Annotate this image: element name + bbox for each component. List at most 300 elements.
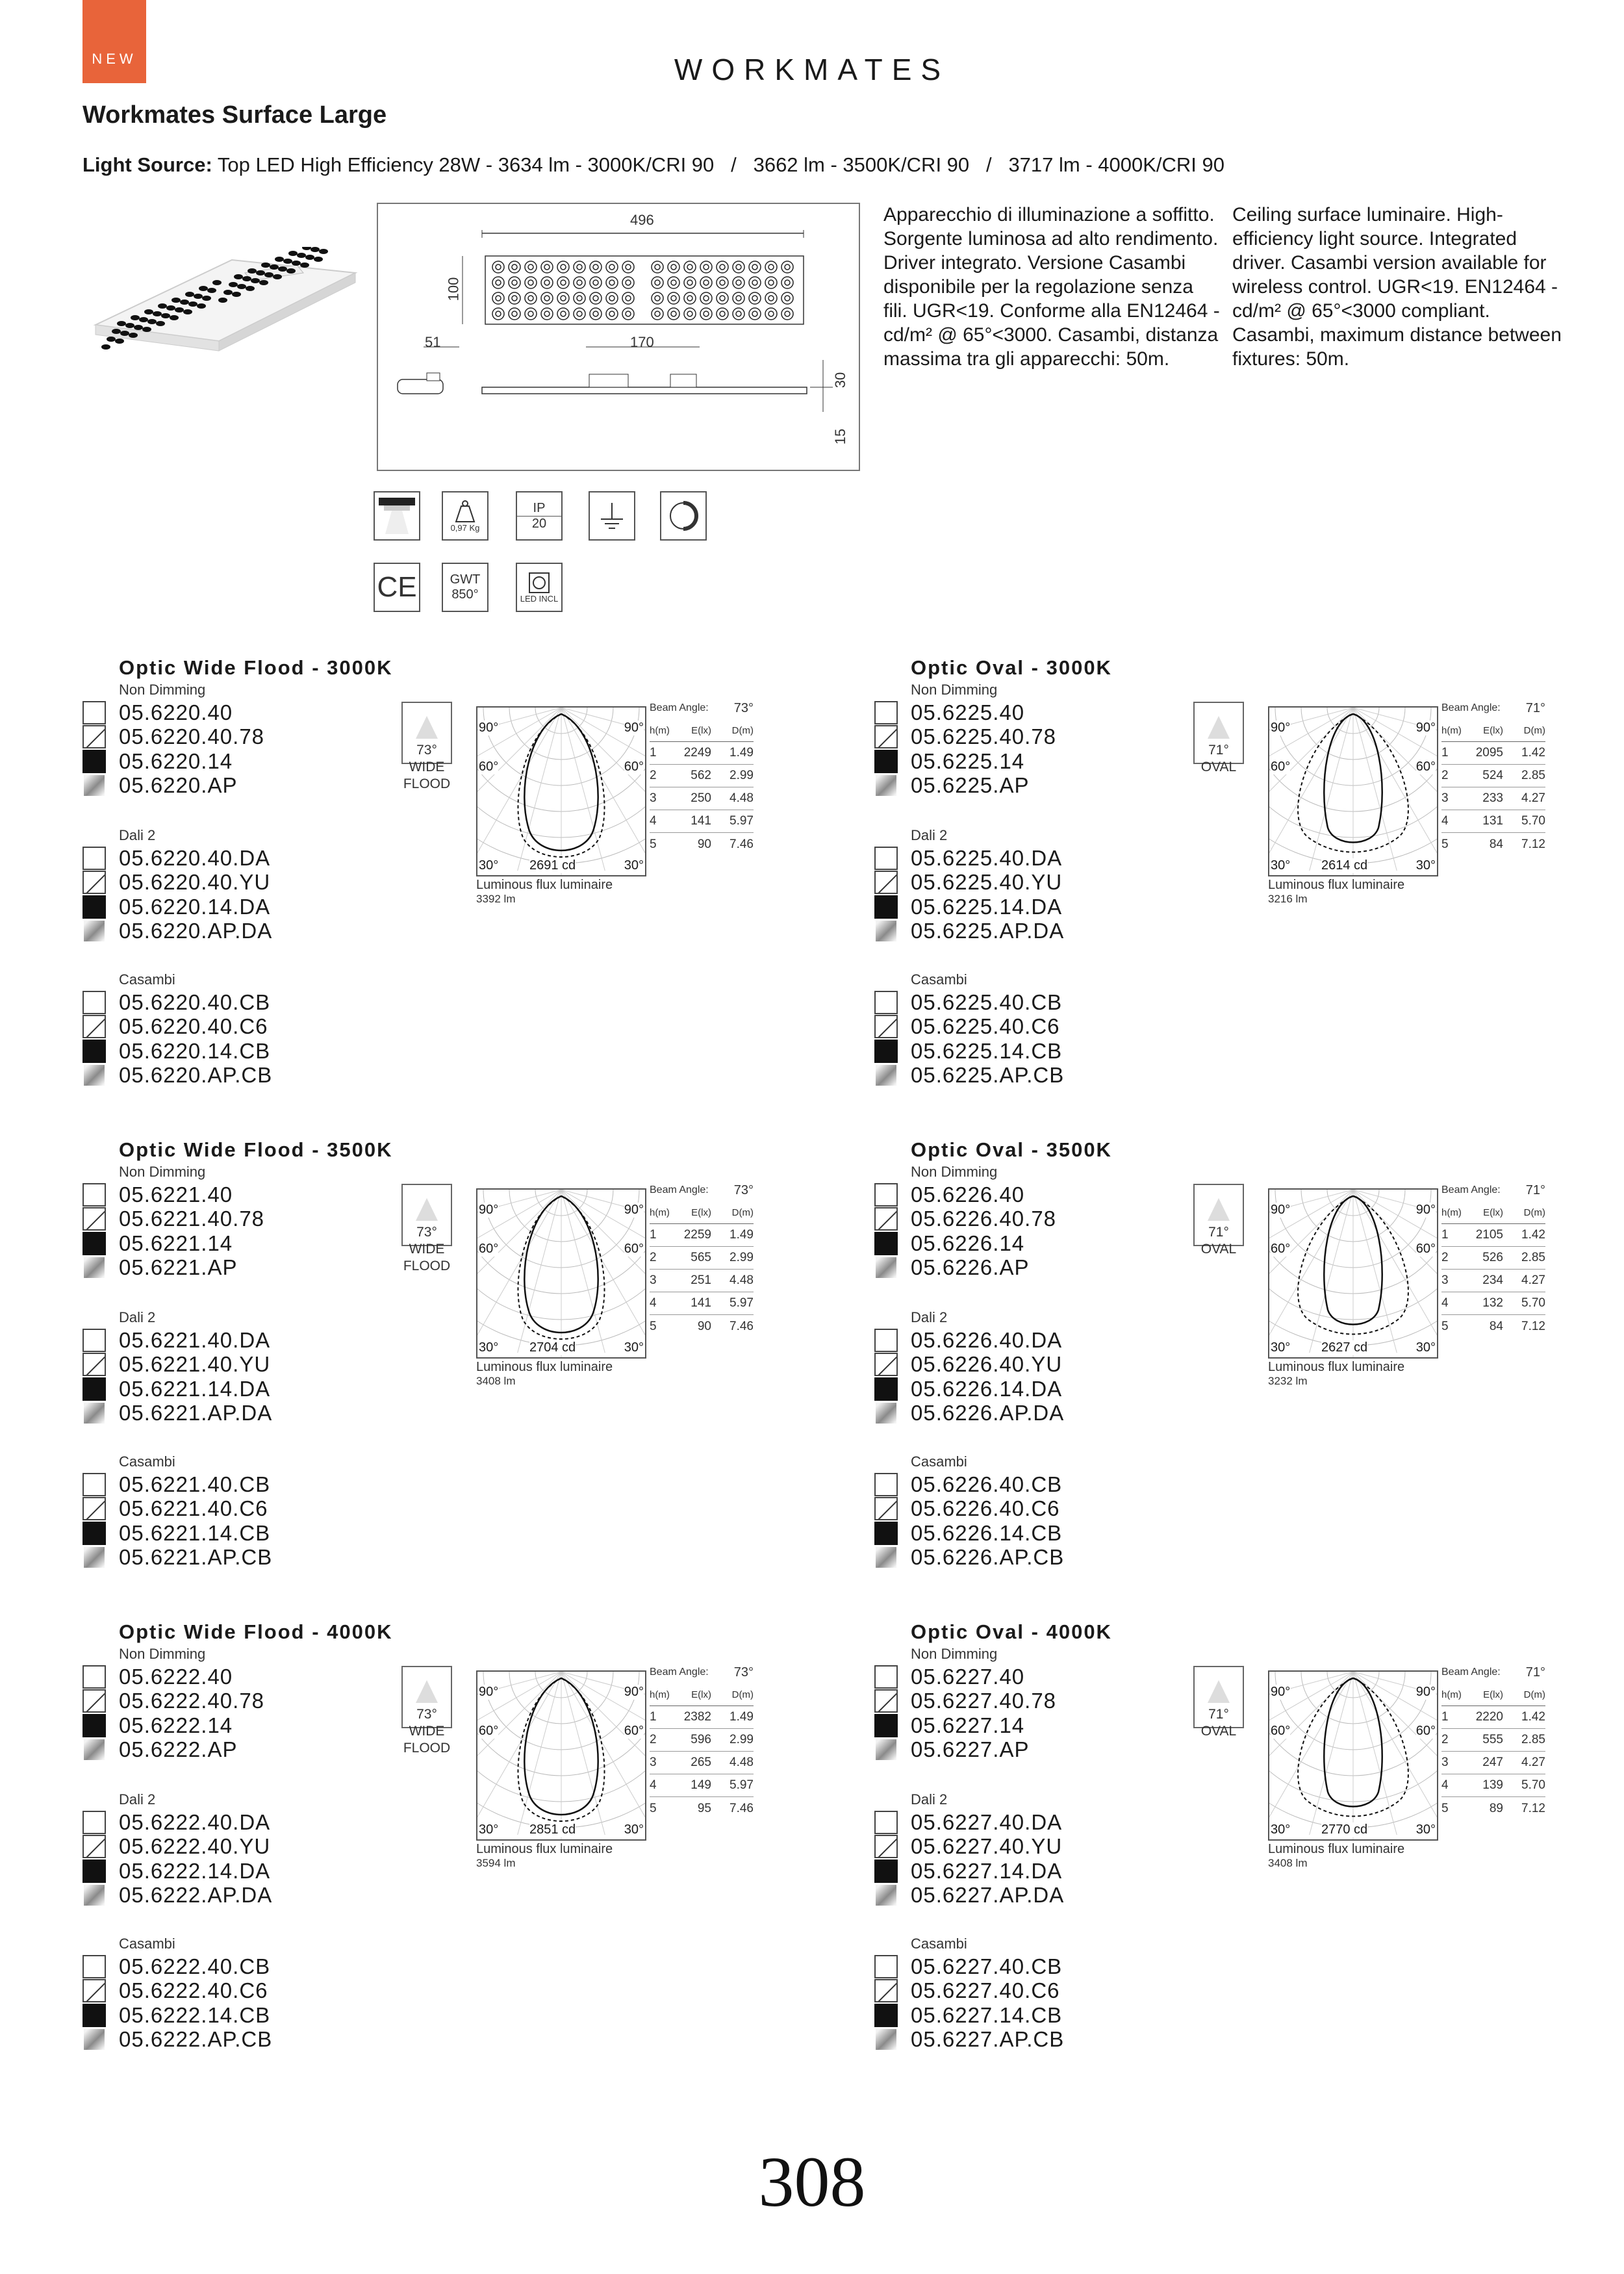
description-italian: Apparecchio di illuminazione a soffitto. Sorgente luminosa ad alto rendimento. Driver integrato. Versione Casambi disponibile per la regolazione senza fili. UGR<19. Conforme alla EN12464 - cd/m² @ 65°<3000. Casambi, distanza massima tra gli apparecchi: 50m. [883, 204, 1220, 370]
product-code: 05.6220.AP [119, 773, 238, 798]
product-code-row [82, 1859, 272, 1884]
finish-swatch-black [874, 750, 898, 773]
product-code: 05.6221.40.YU [119, 1352, 271, 1377]
table-row: 5 95 7.46 [650, 1801, 754, 1815]
polar-angle-label: 30° [479, 858, 499, 873]
polar-angle-label: 30° [1271, 1340, 1291, 1355]
finish-swatch-black [82, 1232, 106, 1255]
finish-swatch-white-slash [874, 1689, 898, 1713]
product-code-row [82, 1182, 264, 1207]
product-code-row [874, 1884, 1064, 1908]
product-code: 05.6221.40.78 [119, 1207, 265, 1231]
beam-label: 73° WIDE FLOOD [403, 1225, 451, 1273]
group-label-casambi: Casambi [119, 1453, 175, 1470]
product-code-row [874, 1665, 1056, 1689]
code-list-casambi [82, 1472, 272, 1570]
table-row: 3 250 4.48 [650, 787, 754, 810]
table-row: 3 247 4.27 [1441, 1752, 1545, 1774]
group-label-non-dimming: Non Dimming [119, 682, 206, 698]
product-code-row [874, 1859, 1064, 1884]
section-title: Optic Oval - 3000K [911, 656, 1112, 679]
table-row: 2 596 2.99 [650, 1729, 754, 1752]
section-title: Optic Wide Flood - 3000K [119, 656, 393, 679]
finish-swatch-white-slash [874, 1497, 898, 1520]
finish-swatch-white-slash [874, 1207, 898, 1231]
code-list-dali [82, 846, 272, 943]
table-row: 3 234 4.27 [1441, 1270, 1545, 1292]
finish-swatch-aluminium [874, 1738, 898, 1761]
finish-swatch-aluminium [82, 1256, 106, 1279]
polar-angle-label: 90° [624, 1203, 644, 1217]
table-row: 5 90 7.46 [650, 837, 754, 851]
product-code: 05.6220.AP.CB [119, 1063, 273, 1088]
finish-swatch-white-slash [82, 1689, 106, 1713]
finish-swatch-aluminium [82, 1546, 106, 1569]
code-list-casambi [874, 990, 1064, 1088]
class-icon [660, 491, 707, 541]
product-code-row [82, 919, 272, 944]
product-code: 05.6225.40 [911, 700, 1025, 724]
polar-angle-label: 60° [1271, 760, 1291, 774]
product-code-row [82, 2003, 272, 2028]
peak-candela: 2691 cd [529, 858, 576, 873]
table-row: 1 2259 1.49 [650, 1224, 754, 1247]
finish-swatch-aluminium [82, 774, 106, 797]
product-code-row [874, 2028, 1064, 2052]
group-label-dali: Dali 2 [119, 1791, 156, 1808]
table-row: 1 2382 1.49 [650, 1706, 754, 1729]
product-code: 05.6226.AP.CB [911, 1545, 1065, 1570]
beam-label: 73° WIDE FLOOD [403, 1707, 451, 1756]
group-label-dali: Dali 2 [119, 827, 156, 843]
product-code: 05.6227.14.DA [911, 1858, 1063, 1883]
dimension-drawing [378, 204, 859, 470]
group-label-non-dimming: Non Dimming [911, 1646, 998, 1662]
product-code: 05.6221.40.CB [119, 1472, 271, 1496]
peak-candela: 2770 cd [1321, 1822, 1368, 1837]
light-source-label: Light Source: [82, 153, 212, 176]
finish-swatch-white-slash [874, 1979, 898, 2002]
finish-swatch-white-slash [874, 725, 898, 748]
product-code-row [82, 1472, 272, 1497]
polar-angle-label: 30° [624, 1822, 644, 1837]
product-code: 05.6226.40 [911, 1182, 1025, 1207]
illuminance-table: Beam Angle: 73° h(m) E(lx) D(m) 1 2249 1.49 2 562 2.99 3 250 4.48 4 141 5.97 5 90 7.46 [650, 696, 754, 856]
polar-angle-label: 90° [1415, 1203, 1436, 1217]
product-code-row [82, 1256, 264, 1281]
table-row: 5 84 7.12 [1441, 837, 1545, 851]
product-code-row [82, 1665, 264, 1689]
product-code: 05.6225.AP.DA [911, 919, 1065, 943]
product-code: 05.6225.14.DA [911, 894, 1063, 919]
polar-angle-label: 60° [624, 1242, 644, 1256]
code-list-dali [874, 1328, 1064, 1425]
code-list-dali [82, 1810, 272, 1908]
flux-caption: Luminous flux luminaire 3408 lm [1268, 1842, 1405, 1869]
table-row: 5 90 7.46 [650, 1319, 754, 1333]
polar-angle-label: 30° [1271, 1822, 1291, 1837]
product-code: 05.6222.14.DA [119, 1858, 271, 1883]
finish-swatch-black [82, 1377, 106, 1401]
finish-swatch-white-slash [874, 1015, 898, 1038]
table-row: 2 524 2.85 [1441, 765, 1545, 787]
table-row: 4 131 5.70 [1441, 810, 1545, 833]
finish-swatch-aluminium [82, 1064, 106, 1087]
weight-icon: 0,97 Kg [442, 491, 488, 541]
flux-caption: Luminous flux luminaire 3392 lm [476, 878, 613, 905]
product-code: 05.6227.AP [911, 1737, 1030, 1762]
page-number: 308 [758, 2142, 866, 2221]
led-included-icon: LED INCL [516, 563, 563, 612]
product-code-row [874, 1521, 1064, 1546]
product-code-row [874, 1256, 1056, 1281]
product-code-row [874, 1954, 1064, 1979]
finish-swatch-white-slash [82, 1497, 106, 1520]
polar-angle-label: 90° [1271, 1685, 1291, 1699]
product-code: 05.6225.40.DA [911, 845, 1063, 870]
finish-swatch-aluminium [874, 919, 898, 943]
section-title: Optic Wide Flood - 3500K [119, 1138, 393, 1161]
product-code: 05.6221.14.CB [119, 1520, 271, 1545]
product-code-row [82, 1377, 272, 1401]
finish-swatch-aluminium [82, 1884, 106, 1907]
polar-angle-label: 60° [479, 760, 499, 774]
finish-swatch-white-slash [82, 871, 106, 894]
beam-label: 71° OVAL [1200, 1707, 1237, 1739]
finish-swatch-white [874, 991, 898, 1014]
code-list-non-dimming [874, 700, 1056, 798]
finish-swatch-white-slash [82, 1207, 106, 1231]
finish-swatch-black [874, 2004, 898, 2027]
table-row: 2 555 2.85 [1441, 1729, 1545, 1752]
group-label-dali: Dali 2 [119, 1309, 156, 1325]
polar-angle-label: 90° [1271, 721, 1291, 735]
product-code-row [82, 1810, 272, 1835]
illuminance-table: Beam Angle: 73° h(m) E(lx) D(m) 1 2382 1.49 2 596 2.99 3 265 4.48 4 149 5.97 5 95 7.46 [650, 1661, 754, 1820]
product-code: 05.6222.14.CB [119, 2002, 271, 2027]
finish-swatch-white [874, 1329, 898, 1352]
flux-caption: Luminous flux luminaire 3232 lm [1268, 1360, 1405, 1387]
product-code: 05.6220.14 [119, 748, 233, 773]
brand-title: WORKMATES [674, 53, 950, 86]
code-list-non-dimming [874, 1182, 1056, 1280]
product-code: 05.6220.AP.DA [119, 919, 273, 943]
dim-30: 30 [832, 372, 849, 389]
polar-angle-label: 60° [1271, 1724, 1291, 1738]
product-code-row [874, 1497, 1064, 1522]
flux-caption: Luminous flux luminaire 3408 lm [476, 1360, 613, 1387]
product-code: 05.6221.40.DA [119, 1327, 271, 1352]
product-code: 05.6227.40.C6 [911, 1978, 1060, 2003]
product-code: 05.6227.14 [911, 1713, 1025, 1737]
product-code-row [82, 1835, 272, 1859]
table-row: 1 2105 1.42 [1441, 1224, 1545, 1247]
product-code: 05.6226.AP.DA [911, 1401, 1065, 1425]
product-code: 05.6226.14 [911, 1231, 1025, 1255]
product-code-row [874, 1835, 1064, 1859]
beam-label: 73° WIDE FLOOD [403, 743, 451, 791]
group-label-non-dimming: Non Dimming [911, 682, 998, 698]
table-row: 1 2249 1.49 [650, 742, 754, 765]
polar-diagram [476, 1670, 646, 1841]
polar-angle-label: 90° [479, 1685, 499, 1699]
table-row: 4 149 5.97 [650, 1774, 754, 1797]
product-code-row [82, 749, 264, 774]
polar-angle-label: 60° [479, 1242, 499, 1256]
product-code-row [874, 1328, 1064, 1353]
polar-angle-label: 30° [1415, 858, 1436, 873]
polar-angle-label: 90° [479, 721, 499, 735]
product-code: 05.6227.AP.DA [911, 1883, 1065, 1908]
table-row: 5 84 7.12 [1441, 1319, 1545, 1333]
product-code: 05.6221.AP [119, 1255, 238, 1280]
polar-angle-label: 60° [1271, 1242, 1291, 1256]
finish-swatch-white [82, 1183, 106, 1207]
polar-angle-label: 60° [624, 1724, 644, 1738]
product-code: 05.6222.40 [119, 1664, 233, 1689]
product-code-row [874, 895, 1064, 919]
product-code: 05.6225.40.78 [911, 724, 1057, 749]
product-code-row [82, 895, 272, 919]
table-row: 3 251 4.48 [650, 1270, 754, 1292]
product-code: 05.6226.40.C6 [911, 1496, 1060, 1521]
product-code-row [874, 1810, 1064, 1835]
group-label-non-dimming: Non Dimming [119, 1646, 206, 1662]
dim-15: 15 [832, 428, 849, 445]
product-code: 05.6226.40.YU [911, 1352, 1063, 1377]
product-code: 05.6220.40.CB [119, 990, 271, 1014]
section-title: Optic Oval - 3500K [911, 1138, 1112, 1161]
product-code-row [874, 1377, 1064, 1401]
finish-swatch-black [874, 1714, 898, 1737]
table-row: 2 562 2.99 [650, 765, 754, 787]
finish-swatch-black [874, 1232, 898, 1255]
ground-icon [589, 491, 635, 541]
finish-swatch-white [82, 991, 106, 1014]
product-code-row [874, 1472, 1064, 1497]
product-code-row [874, 1064, 1064, 1088]
light-source-value: Top LED High Efficiency 28W - 3634 lm - 3000K/CRI 90 / 3662 lm - 3500K/CRI 90 / 3717 lm - 4000K/CRI 90 [217, 153, 1225, 176]
dim-51: 51 [425, 334, 441, 350]
table-row: 2 565 2.99 [650, 1247, 754, 1270]
product-code: 05.6222.40.DA [119, 1809, 271, 1834]
finish-swatch-white [874, 1811, 898, 1834]
product-code: 05.6221.14.DA [119, 1376, 271, 1401]
polar-angle-label: 60° [1415, 760, 1436, 774]
product-code-row [874, 919, 1064, 944]
light-source [82, 153, 1224, 177]
polar-diagram [476, 1188, 646, 1359]
polar-diagram [476, 706, 646, 876]
description-english: Ceiling surface luminaire. High-efficiency light source. Integrated driver. Casambi version available for wireless control. UGR<19. EN12464 - cd/m² @ 65°<3000 compliant. Casambi, maximum distance between fixtures: 50m. [1232, 204, 1562, 370]
product-code-row [874, 1353, 1064, 1377]
peak-candela: 2851 cd [529, 1822, 576, 1837]
finish-swatch-black [82, 1522, 106, 1545]
polar-angle-label: 90° [479, 1203, 499, 1217]
product-code-row [82, 1979, 272, 2004]
product-code-row [82, 725, 264, 750]
product-code: 05.6225.14.CB [911, 1038, 1063, 1063]
polar-angle-label: 30° [624, 1340, 644, 1355]
finish-swatch-black [82, 2004, 106, 2027]
polar-angle-label: 90° [1415, 1685, 1436, 1699]
polar-angle-label: 60° [1415, 1242, 1436, 1256]
peak-candela: 2627 cd [1321, 1340, 1368, 1355]
product-code-row [874, 725, 1056, 750]
product-code: 05.6226.40.78 [911, 1207, 1057, 1231]
illuminance-table: Beam Angle: 71° h(m) E(lx) D(m) 1 2105 1.42 2 526 2.85 3 234 4.27 4 132 5.70 5 84 7.12 [1441, 1179, 1545, 1338]
product-code-row [874, 1231, 1056, 1256]
product-code: 05.6226.40.CB [911, 1472, 1063, 1496]
product-code: 05.6226.AP [911, 1255, 1030, 1280]
finish-swatch-aluminium [874, 2028, 898, 2051]
product-title: Workmates Surface Large [82, 101, 387, 129]
product-code: 05.6222.AP.CB [119, 2027, 273, 2052]
finish-swatch-black [82, 1859, 106, 1883]
product-code: 05.6220.40.DA [119, 845, 271, 870]
finish-swatch-white [82, 847, 106, 870]
gwt-icon: GWT 850° [442, 563, 488, 612]
finish-swatch-black [874, 1522, 898, 1545]
code-list-non-dimming [82, 1182, 264, 1280]
finish-swatch-white-slash [82, 1015, 106, 1038]
finish-swatch-white-slash [874, 1835, 898, 1858]
product-code: 05.6225.40.CB [911, 990, 1063, 1014]
finish-swatch-aluminium [874, 1546, 898, 1569]
code-list-dali [874, 846, 1064, 943]
finish-swatch-aluminium [874, 1064, 898, 1087]
product-code-row [82, 1546, 272, 1570]
group-label-casambi: Casambi [119, 971, 175, 988]
product-code: 05.6222.40.YU [119, 1834, 271, 1859]
product-code-row [82, 1039, 272, 1064]
product-code: 05.6220.40.78 [119, 724, 265, 749]
product-code-row [874, 1015, 1064, 1040]
finish-swatch-white [82, 1665, 106, 1689]
product-code: 05.6220.14.DA [119, 894, 271, 919]
group-label-non-dimming: Non Dimming [911, 1164, 998, 1180]
finish-swatch-white [874, 1183, 898, 1207]
product-code: 05.6220.40.YU [119, 870, 271, 895]
flux-caption: Luminous flux luminaire 3216 lm [1268, 878, 1405, 905]
group-label-dali: Dali 2 [911, 827, 948, 843]
finish-swatch-aluminium [874, 1884, 898, 1907]
product-code-row [82, 990, 272, 1015]
group-label-non-dimming: Non Dimming [119, 1164, 206, 1180]
table-row: 1 2220 1.42 [1441, 1706, 1545, 1729]
finish-swatch-aluminium [82, 1738, 106, 1761]
finish-swatch-white [82, 1329, 106, 1352]
polar-diagram [1268, 1188, 1438, 1359]
product-code-row [874, 2003, 1064, 2028]
finish-swatch-white [874, 847, 898, 870]
polar-angle-label: 90° [1271, 1203, 1291, 1217]
group-label-casambi: Casambi [911, 971, 967, 988]
product-code-row [874, 749, 1056, 774]
finish-swatch-white-slash [82, 725, 106, 748]
finish-swatch-white [82, 1811, 106, 1834]
product-code-row [82, 1328, 272, 1353]
table-row: 4 132 5.70 [1441, 1292, 1545, 1315]
product-code: 05.6227.40.YU [911, 1834, 1063, 1859]
table-row: 4 141 5.97 [650, 810, 754, 833]
polar-diagram [1268, 1670, 1438, 1841]
product-code-row [82, 846, 272, 871]
code-list-casambi [874, 1472, 1064, 1570]
finish-swatch-black [874, 1377, 898, 1401]
product-code-row [874, 871, 1064, 895]
product-code-row [82, 1521, 272, 1546]
finish-swatch-black [82, 1714, 106, 1737]
product-code: 05.6222.40.C6 [119, 1978, 268, 2003]
product-code-row [82, 1884, 272, 1908]
table-row: 4 139 5.70 [1441, 1774, 1545, 1797]
polar-angle-label: 30° [479, 1822, 499, 1837]
product-code: 05.6227.40.78 [911, 1689, 1057, 1713]
ip-rating-icon: IP 20 [516, 491, 563, 541]
code-list-dali [82, 1328, 272, 1425]
polar-angle-label: 60° [479, 1724, 499, 1738]
product-code-row [874, 846, 1064, 871]
product-code-row [82, 1954, 272, 1979]
polar-angle-label: 30° [624, 858, 644, 873]
product-code: 05.6222.40.78 [119, 1689, 265, 1713]
product-code: 05.6225.AP [911, 773, 1030, 798]
product-code: 05.6225.40.YU [911, 870, 1063, 895]
product-code: 05.6226.14.CB [911, 1520, 1063, 1545]
product-code-row [82, 1353, 272, 1377]
product-code-row [82, 2028, 272, 2052]
illuminance-table: Beam Angle: 71° h(m) E(lx) D(m) 1 2095 1.42 2 524 2.85 3 233 4.27 4 131 5.70 5 84 7.12 [1441, 696, 1545, 856]
technical-drawing [377, 203, 860, 471]
group-label-casambi: Casambi [119, 1935, 175, 1952]
code-list-casambi [874, 1954, 1064, 2052]
product-code: 05.6220.40 [119, 700, 233, 724]
section-title: Optic Oval - 4000K [911, 1620, 1112, 1643]
finish-swatch-aluminium [82, 2028, 106, 2051]
product-code-row [82, 1207, 264, 1232]
product-code-row [82, 1015, 272, 1040]
product-code: 05.6222.14 [119, 1713, 233, 1737]
polar-angle-label: 30° [1415, 1340, 1436, 1355]
peak-candela: 2704 cd [529, 1340, 576, 1355]
flux-caption: Luminous flux luminaire 3594 lm [476, 1842, 613, 1869]
finish-swatch-white-slash [874, 871, 898, 894]
finish-swatch-white-slash [82, 1979, 106, 2002]
finish-swatch-black [82, 750, 106, 773]
product-code-row [82, 1401, 272, 1426]
product-code-row [82, 1064, 272, 1088]
finish-swatch-black [82, 895, 106, 919]
ce-mark-icon: CE [374, 563, 420, 612]
product-code-row [874, 1039, 1064, 1064]
code-list-non-dimming [874, 1665, 1056, 1762]
product-code: 05.6221.40 [119, 1182, 233, 1207]
product-image [82, 247, 368, 377]
product-code-row [874, 990, 1064, 1015]
product-code-row [874, 1738, 1056, 1763]
product-code-row [82, 1738, 264, 1763]
beam-label: 71° OVAL [1200, 1225, 1237, 1257]
polar-diagram [1268, 706, 1438, 876]
product-code: 05.6222.AP.DA [119, 1883, 273, 1908]
finish-swatch-white [874, 1955, 898, 1978]
product-code: 05.6227.14.CB [911, 2002, 1063, 2027]
product-code: 05.6220.40.C6 [119, 1014, 268, 1039]
product-code: 05.6221.AP.DA [119, 1401, 273, 1425]
product-code-row [82, 871, 272, 895]
finish-swatch-white [82, 1473, 106, 1496]
